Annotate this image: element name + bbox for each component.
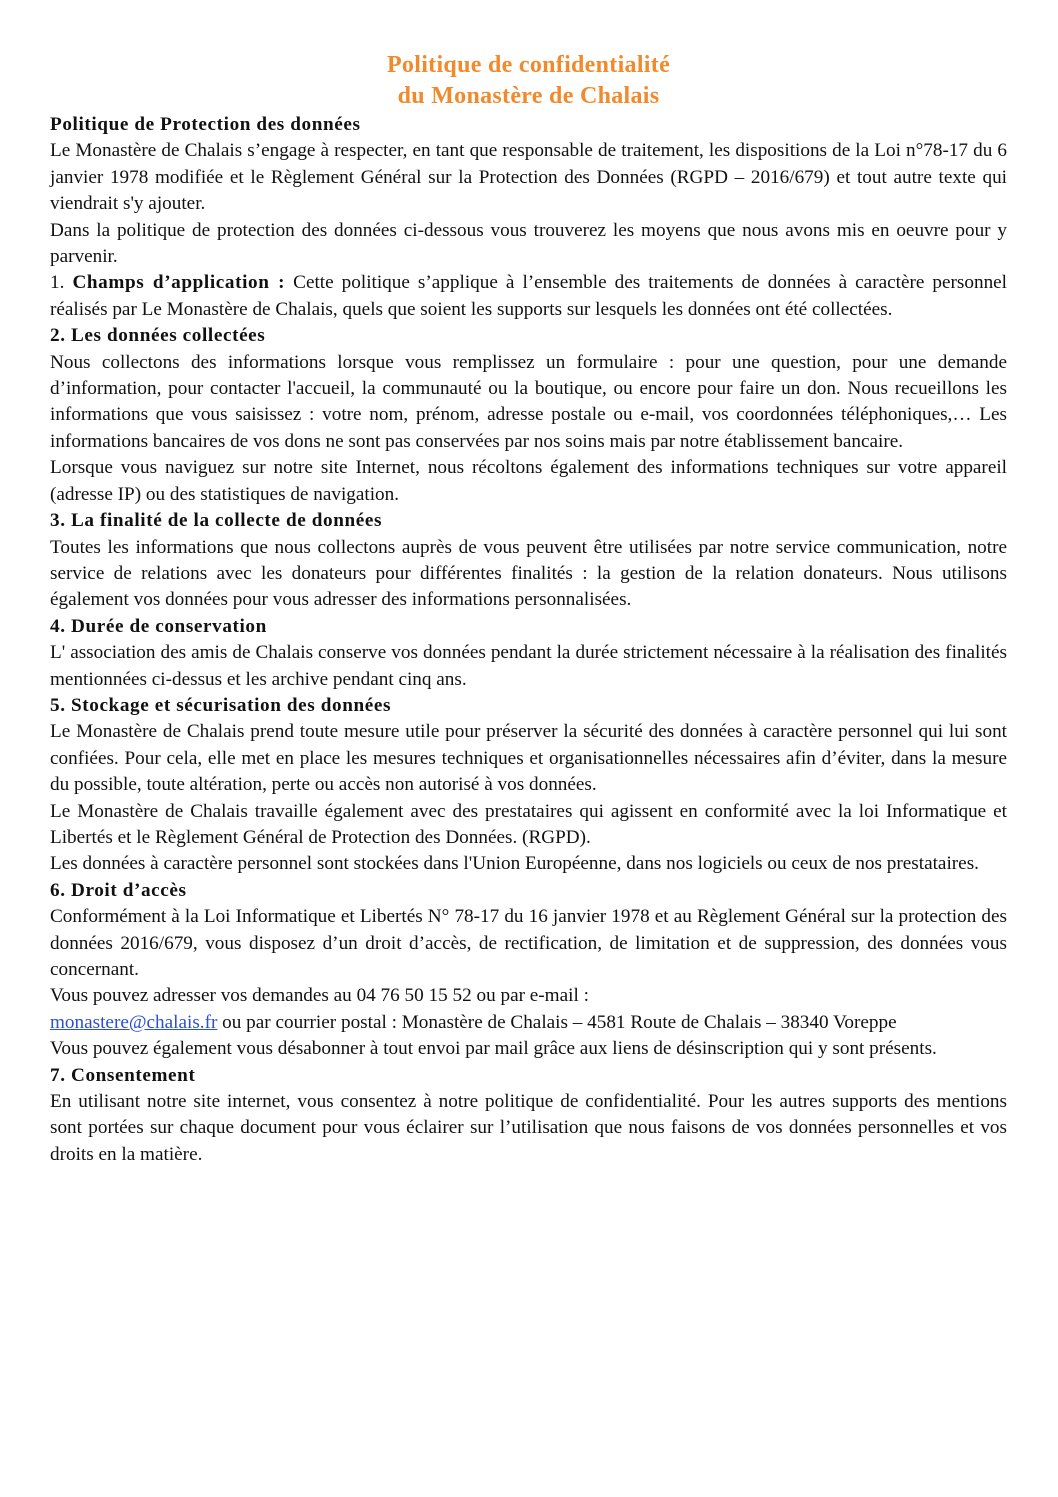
section-6-paragraph-4: Vous pouvez également vous désabonner à tout envoi par mail grâce aux liens de désinscription qui y sont présents. (50, 1038, 937, 1060)
section-3-paragraph-1: Toutes les informations que nous collectons auprès de vous peuvent être utilisées par notre service communication, notre service de relations avec les donateurs pour différentes finalités : la gestion de la relation donateurs. Nous utilisons également vos données pour vous adresser des informations personnalisées. (50, 536, 1007, 611)
section-7-paragraph-1: En utilisant notre site internet, vous consentez à notre politique de confidentialité. Pour les autres supports des mentions sont portées sur chaque document pour vous éclairer sur l’utilisation que nous faisons de vos données personnelles et vos droits en la matière. (50, 1091, 1007, 1165)
section-5-paragraph-3: Les données à caractère personnel sont stockées dans l'Union Européenne, dans nos logiciels ou ceux de nos prestataires. (50, 853, 979, 875)
section-6-paragraph-2: Vous pouvez adresser vos demandes au 04 76 50 15 52 ou par e-mail : (50, 985, 589, 1007)
section-2-paragraph-2: Lorsque vous naviguez sur notre site Internet, nous récoltons également des informations techniques sur votre appareil (adresse IP) ou des statistiques de navigation. (50, 457, 1007, 505)
section-5-paragraph-2: Le Monastère de Chalais travaille également avec des prestataires qui agissent en conformité avec la loi Informatique et Libertés et le Règlement Général de Protection des Données. (RGPD). (50, 800, 1007, 848)
section-6-paragraph-1: Conformément à la Loi Informatique et Libertés N° 78-17 du 16 janvier 1978 et au Règlement Général sur la protection des données 2016/679, vous disposez d’un droit d’accès, de rectification, de limitation et de suppression, des données vous concernant. (50, 906, 1007, 980)
section-1-paragraph (50, 270, 1007, 323)
postal-address-text: ou par courrier postal : Monastère de Chalais – 4581 Route de Chalais – 38340 Voreppe (217, 1011, 897, 1033)
intro-paragraph-1: Le Monastère de Chalais s’engage à respecter, en tant que responsable de traitement, les dispositions de la Loi n°78-17 du 6 janvier 1978 modifiée et le Règlement Général sur la Protection des Données (RGPD – 2016/679) et tout autre texte qui viendrait s'y ajouter. (50, 140, 1007, 215)
document-page (50, 50, 1007, 1168)
contact-email-link[interactable]: monastere@chalais.fr (50, 1011, 218, 1033)
section-2-paragraph-1: Nous collectons des informations lorsque vous remplissez un formulaire : pour une question, pour une demande d’information, pour contacter l'accueil, la communauté ou la boutique, ou encore pour faire un don. Nous recueillons les informations que vous saisissez : votre nom, prénom, adresse postale ou e-mail, vos coordonnées téléphoniques,… Les informations bancaires de vos dons ne sont pas conservées par nos soins mais par notre établissement bancaire. (50, 351, 1007, 452)
section-1-heading: Champs d’application : (72, 272, 286, 294)
section-3-heading: 3. La finalité de la collecte de données (50, 510, 383, 532)
section-5-heading: 5. Stockage et sécurisation des données (50, 694, 392, 716)
section-7-heading: 7. Consentement (50, 1064, 196, 1086)
document-title (50, 50, 1007, 112)
intro-paragraph-2: Dans la politique de protection des données ci-dessous vous trouverez les moyens que nous avons mis en oeuvre pour y parvenir. (50, 219, 1007, 268)
title-line-2: du Monastère de Chalais (397, 83, 660, 109)
section-4-heading: 4. Durée de conservation (50, 615, 267, 637)
section-2-heading: 2. Les données collectées (50, 325, 266, 347)
section-1-text: Cette politique s’applique à l’ensemble des traitements de données à caractère personnel réalisés par Le Monastère de Chalais, quels que soient les supports sur lesquels les données ont été collectées. (50, 272, 1008, 320)
section-6-paragraph-3 (50, 1010, 1007, 1036)
section-4-paragraph-1: L' association des amis de Chalais conserve vos données pendant la durée strictement nécessaire à la réalisation des finalités mentionnées ci-dessus et les archive pendant cinq ans. (50, 642, 1007, 690)
intro-heading: Politique de Protection des données (50, 114, 361, 135)
section-5-paragraph-1: Le Monastère de Chalais prend toute mesure utile pour préserver la sécurité des données à caractère personnel qui lui sont confiées. Pour cela, elle met en place les mesures techniques et organisationnelles nécessaires afin d’éviter, dans la mesure du possible, toute altération, perte ou accès non autorisé à vos données. (50, 721, 1007, 796)
section-6-heading: 6. Droit d’accès (50, 879, 187, 901)
title-line-1: Politique de confidentialité (386, 52, 671, 78)
section-1-number: 1. (50, 272, 65, 294)
